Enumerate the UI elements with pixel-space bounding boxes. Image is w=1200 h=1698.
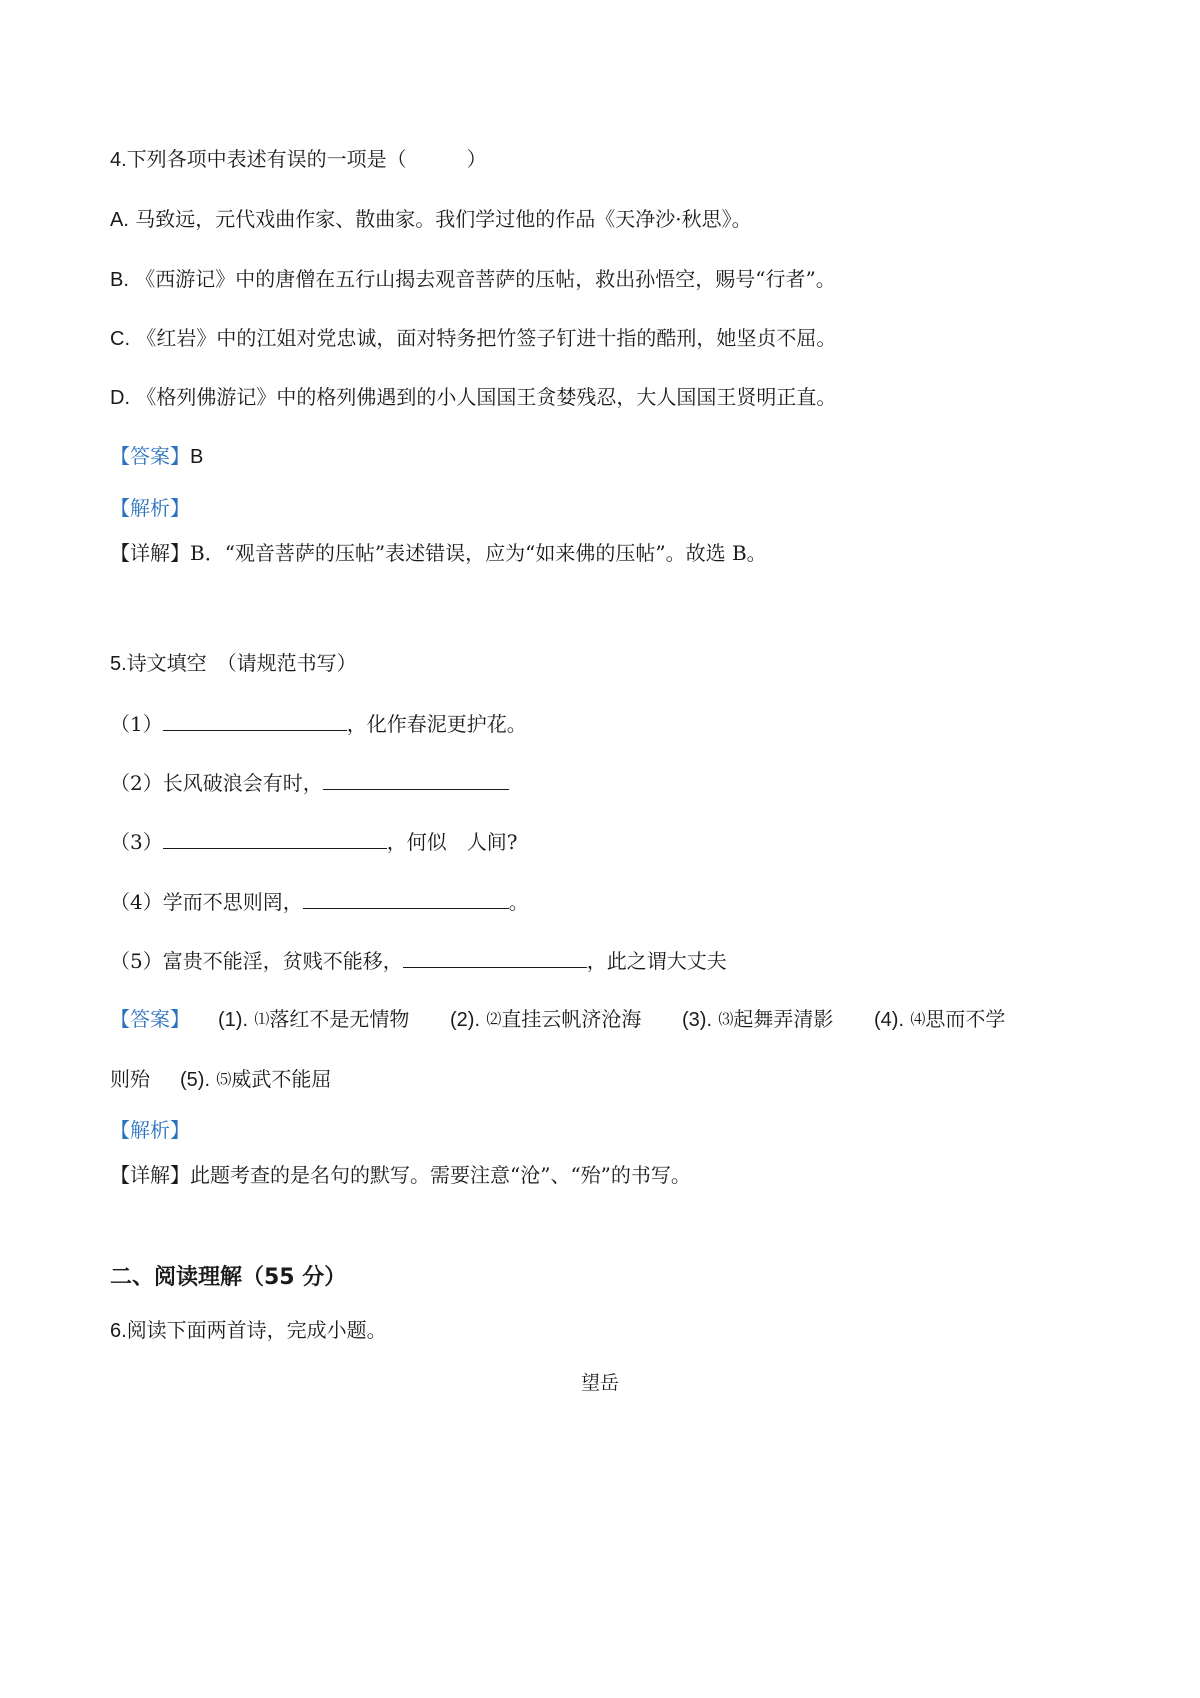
item-text: 学而不思则罔， [162, 890, 303, 914]
item-text: ，此之谓大丈夫 [586, 949, 727, 973]
answer-label: (5). [180, 1069, 210, 1091]
answer-label: (1). [218, 1009, 248, 1031]
q4-stem [110, 144, 487, 175]
q5-answer-2 [450, 1004, 641, 1035]
section-heading: 二、阅读理解（55 分） [110, 1265, 347, 1290]
option-letter: C. [110, 328, 130, 350]
answer-value: B [190, 446, 204, 468]
q5-answer-1 [218, 1004, 409, 1035]
q4-option-a [110, 204, 752, 235]
q5-answer-5 [180, 1064, 331, 1095]
q5-number: 5. [110, 653, 127, 675]
item-number: （3） [110, 830, 163, 854]
q5-item-4 [110, 886, 529, 917]
q5-answer-wrap [110, 1064, 150, 1094]
item-text: 长风破浪会有时， [162, 771, 323, 795]
fill-blank [323, 767, 509, 790]
answer-mark: ⑸ [216, 1070, 232, 1088]
answer-label: (3). [682, 1009, 712, 1031]
answer-text: 落红不是无情物 [269, 1007, 410, 1031]
q5-stem-text: 诗文填空 （请规范书写） [126, 651, 357, 675]
q4-analysis [110, 493, 190, 523]
item-number: （2） [110, 771, 163, 795]
option-text: 马致远，元代戏曲作家、散曲家。我们学过他的作品《天净沙·秋思》。 [135, 207, 752, 231]
q4-stem-text: 下列各项中表述有误的一项是（ ） [126, 147, 487, 171]
item-text: ，化作春泥更护花。 [346, 712, 527, 736]
q6-stem-text: 阅读下面两首诗，完成小题。 [126, 1318, 387, 1342]
q5-stem [110, 648, 357, 679]
answer-mark: ⑶ [718, 1010, 734, 1028]
item-text: 富贵不能淫，贫贱不能移， [162, 949, 403, 973]
option-text: 《西游记》中的唐僧在五行山揭去观音菩萨的压帖，救出孙悟空，赐号“行者”。 [135, 267, 836, 291]
answer-mark: ⑷ [910, 1010, 926, 1028]
q6-stem [110, 1315, 387, 1346]
item-number: （5） [110, 949, 163, 973]
q4-answer [110, 441, 203, 472]
analysis-tag: 【解析】 [110, 1118, 190, 1142]
answer-tag: 【答案】 [110, 1007, 190, 1031]
q5-item-3 [110, 826, 517, 857]
answer-text: 威武不能屈 [231, 1067, 332, 1091]
answer-text: 则殆 [110, 1067, 150, 1091]
fill-blank [163, 826, 387, 849]
answer-text: 起舞弄清影 [733, 1007, 834, 1031]
answer-mark: ⑵ [486, 1010, 502, 1028]
item-number: （4） [110, 890, 163, 914]
item-text: 。 [508, 890, 529, 914]
answer-tag: 【答案】 [110, 444, 190, 468]
q5-item-2 [110, 767, 509, 798]
q5-detail [110, 1160, 691, 1190]
analysis-tag: 【解析】 [110, 496, 190, 520]
fill-blank [403, 945, 587, 968]
detail-text: 此题考查的是名句的默写。需要注意“沧”、“殆”的书写。 [190, 1163, 691, 1187]
q4-option-d [110, 382, 836, 413]
detail-tag: 【详解】 [110, 541, 190, 565]
answer-label: (2). [450, 1009, 480, 1031]
q4-number: 4. [110, 149, 127, 171]
q6-number: 6. [110, 1320, 127, 1342]
q4-option-c [110, 323, 836, 354]
detail-text: B．“观音菩萨的压帖”表述错误，应为“如来佛的压帖”。故选 B。 [190, 541, 767, 565]
answer-text: 直挂云帆济沧海 [501, 1007, 642, 1031]
q5-answer-4 [874, 1004, 1005, 1035]
q4-option-b [110, 264, 836, 295]
option-letter: B. [110, 269, 129, 291]
option-text: 《格列佛游记》中的格列佛遇到的小人国国王贪婪残忍，大人国国王贤明正直。 [136, 385, 837, 409]
answer-mark: ⑴ [254, 1010, 270, 1028]
answer-label: (4). [874, 1009, 904, 1031]
option-letter: D. [110, 387, 130, 409]
q5-item-5 [110, 945, 727, 976]
poem-title: 望岳 [580, 1372, 619, 1394]
q5-answer-tag [110, 1004, 190, 1034]
q5-analysis [110, 1115, 190, 1145]
q5-item-1 [110, 708, 527, 739]
option-letter: A. [110, 209, 129, 231]
detail-tag: 【详解】 [110, 1163, 190, 1187]
fill-blank [163, 708, 347, 731]
q5-answer-3 [682, 1004, 833, 1035]
item-number: （1） [110, 712, 163, 736]
option-text: 《红岩》中的江姐对党忠诚，面对特务把竹签子钉进十指的酷刑，她坚贞不屈。 [136, 326, 837, 350]
q4-detail [110, 538, 767, 568]
fill-blank [303, 886, 509, 909]
answer-text: 思而不学 [925, 1007, 1006, 1031]
item-text: ，何似 人间? [386, 830, 518, 854]
